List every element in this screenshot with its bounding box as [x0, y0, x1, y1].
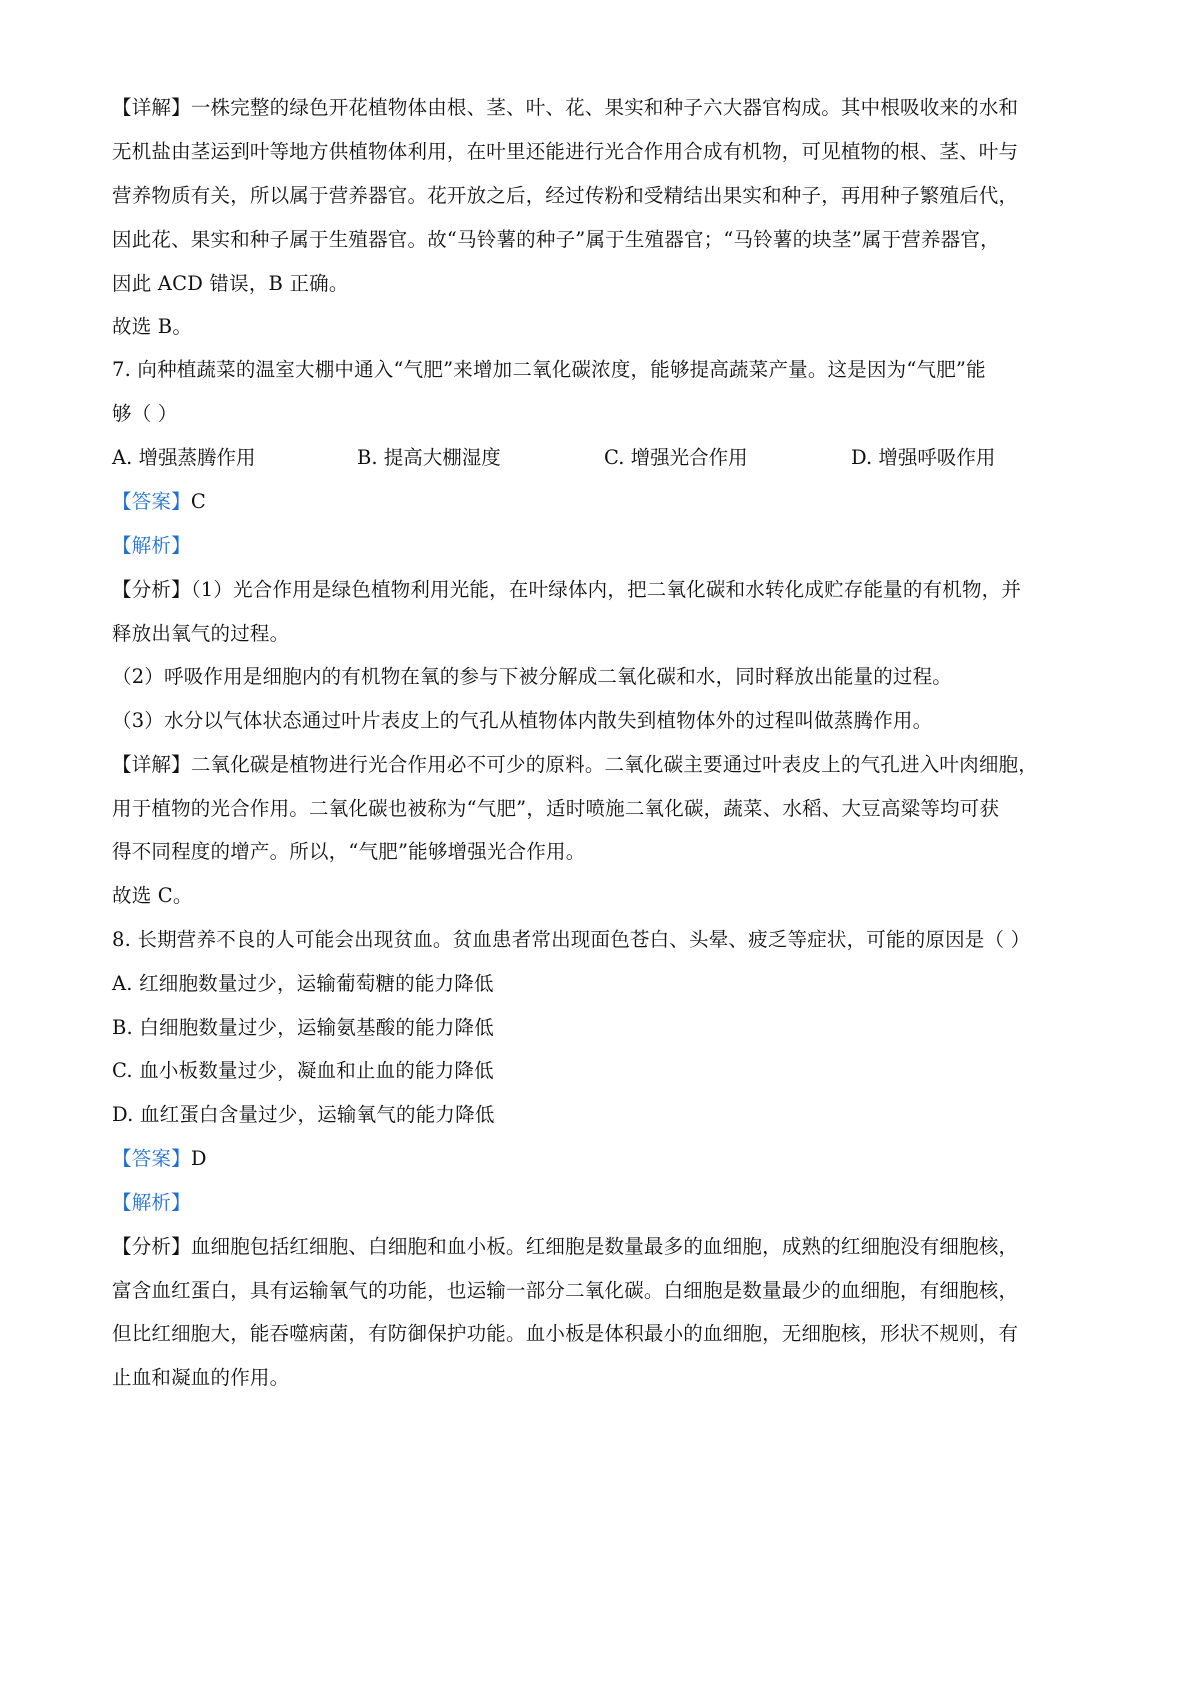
q7-analysis-line-3: （2）呼吸作用是细胞内的有机物在氧的参与下被分解成二氧化碳和水，同时释放出能量的过程。: [112, 665, 953, 688]
q7-detail-line-2: 用于植物的光合作用。二氧化碳也被称为“气肥”，适时喷施二氧化碳，蔬菜、水稻、大豆高粱等均可获: [112, 797, 1000, 820]
q7-option-b: B. 提高大棚湿度: [357, 446, 501, 469]
q7-detail-tag: 【详解】: [112, 753, 191, 776]
q7-stem-line-1: 7. 向种植蔬菜的温室大棚中通入“气肥”来增加二氧化碳浓度，能够提高蔬菜产量。这是因为“气肥”能: [112, 358, 986, 381]
q7-option-c: C. 增强光合作用: [604, 446, 748, 469]
q8-option-b: B. 白细胞数量过少，运输氨基酸的能力降低: [112, 1016, 494, 1039]
q6-detail-line-2: 无机盐由茎运到叶等地方供植物体利用，在叶里还能进行光合作用合成有机物，可见植物的根、茎、叶与: [112, 140, 1019, 163]
q7-answer: [112, 488, 206, 516]
q8-analysis-tag: 【解析】: [112, 1191, 191, 1214]
q8-analysis-line-4: 止血和凝血的作用。: [112, 1366, 290, 1389]
q8-answer-tag: 【答案】: [112, 1147, 191, 1170]
q7-answer-tag: 【答案】: [112, 490, 191, 513]
q8-option-a: A. 红细胞数量过少，运输葡萄糖的能力降低: [112, 972, 494, 995]
q7-analysis-line-2: 释放出氧气的过程。: [112, 622, 290, 645]
q6-detail-line-1: 【详解】一株完整的绿色开花植物体由根、茎、叶、花、果实和种子六大器官构成。其中根吸收来的水和: [112, 96, 1019, 119]
q7-analysis-head: 【分析】: [112, 578, 191, 601]
q6-detail-tag: 【详解】: [112, 96, 191, 119]
q7-detail-line-1: 【详解】二氧化碳是植物进行光合作用必不可少的原料。二氧化碳主要通过叶表皮上的气孔进入叶肉细胞，: [112, 753, 1038, 776]
q8-option-d: D. 血红蛋白含量过少，运输氧气的能力降低: [112, 1103, 495, 1126]
q7-option-a: A. 增强蒸腾作用: [112, 446, 256, 469]
q8-analysis-line-3: 但比红细胞大，能吞噬病菌，有防御保护功能。血小板是体积最小的血细胞，无细胞核，形状不规则，有: [112, 1322, 1019, 1345]
q6-detail-line-3: 营养物质有关，所以属于营养器官。花开放之后，经过传粉和受精结出果实和种子，再用种子繁殖后代，: [112, 184, 1019, 207]
q8-stem: 8. 长期营养不良的人可能会出现贫血。贫血患者常出现面色苍白、头晕、疲乏等症状，可能的原因是（ ）: [112, 928, 1031, 951]
q6-detail-line-5: 因此 ACD 错误，B 正确。: [112, 272, 349, 295]
q7-option-d: D. 增强呼吸作用: [851, 446, 996, 469]
q7-answer-value: C: [190, 490, 206, 513]
q7-analysis-tag: 【解析】: [112, 534, 191, 557]
q8-answer: [112, 1145, 207, 1173]
q7-choice: 故选 C。: [112, 884, 193, 907]
q7-detail-line-3: 得不同程度的增产。所以，“气肥”能够增强光合作用。: [112, 840, 586, 863]
q6-choice: 故选 B。: [112, 315, 193, 338]
q6-detail-line-4: 因此花、果实和种子属于生殖器官。故“马铃薯的种子”属于生殖器官；“马铃薯的块茎”属于营养器官，: [112, 228, 1000, 251]
q8-analysis-head: 【分析】: [112, 1235, 191, 1258]
q8-analysis-line-2: 富含血红蛋白，具有运输氧气的功能，也运输一部分二氧化碳。白细胞是数量最少的血细胞，有细胞核，: [112, 1279, 1019, 1302]
q8-analysis-line-1: 【分析】血细胞包括红细胞、白细胞和血小板。红细胞是数量最多的血细胞，成熟的红细胞没有细胞核，: [112, 1235, 1019, 1258]
q8-option-c: C. 血小板数量过少，凝血和止血的能力降低: [112, 1059, 494, 1082]
q8-answer-value: D: [190, 1147, 207, 1170]
q7-stem-line-2: 够（ ）: [112, 402, 178, 425]
q7-analysis-line-1: 【分析】（1）光合作用是绿色植物利用光能，在叶绿体内，把二氧化碳和水转化成贮存能量的有机物，并: [112, 578, 1022, 601]
q7-analysis-line-4: （3）水分以气体状态通过叶片表皮上的气孔从植物体内散失到植物体外的过程叫做蒸腾作用。: [112, 709, 933, 732]
